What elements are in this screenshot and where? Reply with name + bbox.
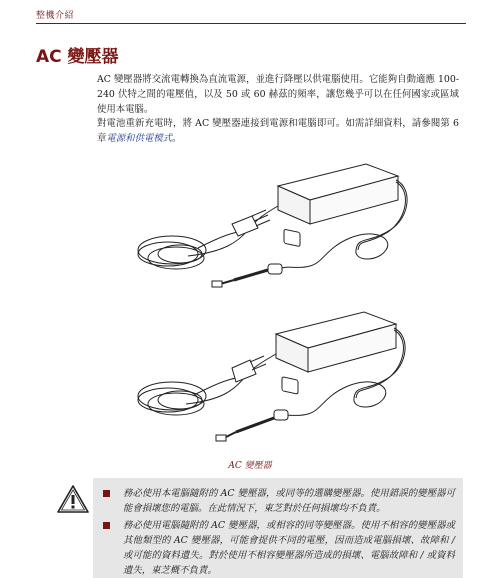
- warning-triangle-icon: [56, 484, 90, 514]
- caution-note-text: 務必使用本電腦隨附的 AC 變壓器，或同等的選購變壓器。使用錯誤的變壓器可能會損壞您的電腦。在此情況下，東芝對於任何損壞均不負責。: [123, 488, 455, 514]
- figure-caption: AC 變壓器: [228, 461, 272, 471]
- running-header: 整機介紹: [36, 11, 75, 21]
- ac-adapter-illustration-2pin: [128, 308, 418, 454]
- paragraph-charging-text: 對電池重新充電時，將 AC 變壓器連接到電源和電腦即可。如需詳細資料，請參閱第 6 章: [97, 118, 459, 144]
- paragraph-charging-end: 。: [172, 133, 182, 144]
- paragraph-intro: AC 變壓器將交流電轉換為直流電源，並進行降壓以供電腦使用。它能夠自動適應 100-240 伏特之間的電壓值，以及 50 或 60 赫茲的頻率，讓您幾乎可以在任何國家或區域使用本電腦。: [97, 74, 459, 115]
- chapter-reference-link[interactable]: 電源和供電模式: [106, 133, 173, 144]
- bullet-square-icon: [103, 522, 110, 529]
- paragraph-charging: [97, 116, 459, 146]
- bullet-square-icon: [103, 490, 110, 497]
- header-rule: [36, 23, 466, 24]
- ac-adapter-illustration-3pin: [128, 158, 418, 300]
- section-title: AC 變壓器: [36, 47, 119, 67]
- caution-note-1: [101, 486, 455, 516]
- caution-note-text: 務必使用電腦隨附的 AC 變壓器，或相容的同等變壓器。使用不相容的變壓器或其他類型的 AC 變壓器，可能會提供不同的電壓，因而造成電腦損壞、故障和 / 或可能的資料遺失。對於使用不相容變壓器所造成的損壞、電腦故障和 / 或資料遺失，東芝概不負責。: [123, 520, 455, 576]
- caution-notes: [93, 478, 463, 578]
- caution-note-2: [101, 518, 455, 578]
